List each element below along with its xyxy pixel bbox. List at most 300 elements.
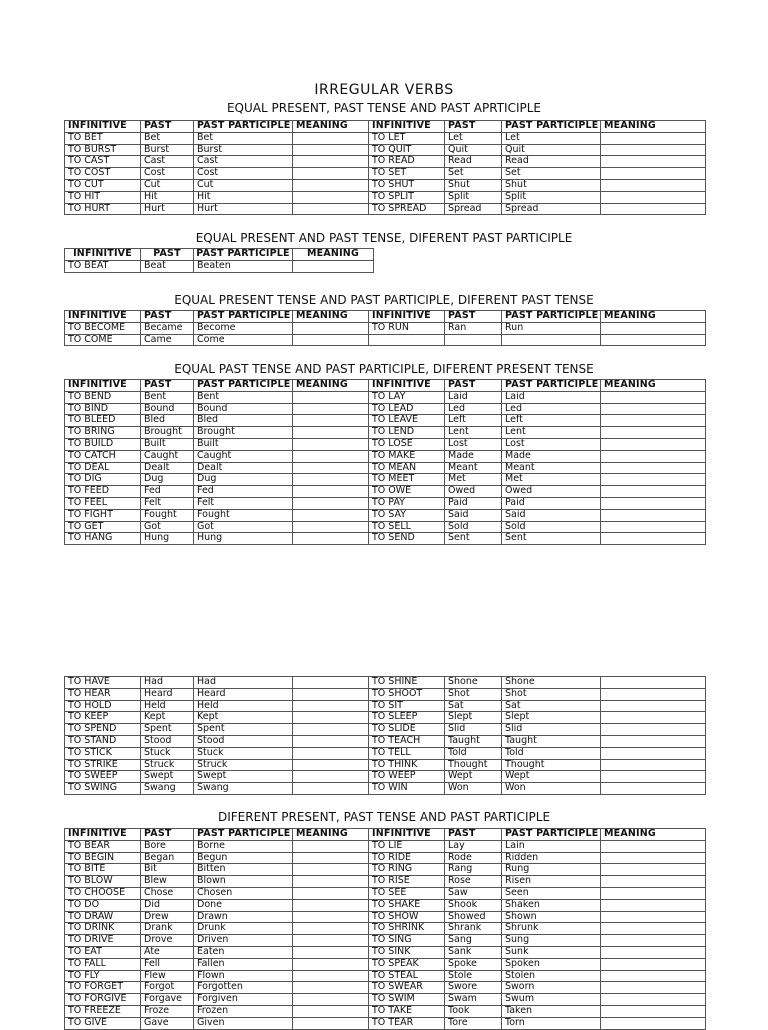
table-cell: Burst	[194, 144, 293, 156]
verb-table	[64, 120, 706, 215]
table-cell	[601, 191, 706, 203]
table-cell	[293, 403, 369, 415]
table-cell	[601, 474, 706, 486]
table-cell: Shrank	[445, 923, 502, 935]
table-cell: Caught	[194, 450, 293, 462]
table-cell	[601, 1005, 706, 1017]
table-cell: Sat	[502, 700, 601, 712]
table-cell: Bore	[141, 840, 194, 852]
table-cell: Wept	[502, 771, 601, 783]
table-cell	[293, 899, 369, 911]
table-cell: Saw	[445, 887, 502, 899]
table-cell: TO SHRINK	[369, 923, 445, 935]
table-cell: TO CUT	[65, 179, 141, 191]
column-header: MEANING	[293, 829, 369, 841]
table-cell: Bound	[141, 403, 194, 415]
table-cell	[293, 982, 369, 994]
table-cell: Rung	[502, 864, 601, 876]
table-cell	[293, 450, 369, 462]
table-cell: Swum	[502, 994, 601, 1006]
table-row	[65, 935, 706, 947]
table-cell: Bled	[194, 415, 293, 427]
table-row	[65, 438, 706, 450]
table-cell: Built	[194, 438, 293, 450]
table-cell: Spoke	[445, 958, 502, 970]
table-cell: Got	[141, 521, 194, 533]
column-header: INFINITIVE	[65, 380, 141, 392]
table-cell: Slept	[445, 712, 502, 724]
table-cell: TO SWEEP	[65, 771, 141, 783]
table-cell: TO HOLD	[65, 700, 141, 712]
table-cell	[293, 840, 369, 852]
table-cell: TO STAND	[65, 735, 141, 747]
table-cell	[601, 783, 706, 795]
table-cell	[369, 334, 445, 346]
table-cell: Meant	[445, 462, 502, 474]
table-cell	[601, 203, 706, 215]
table-cell: Burst	[141, 144, 194, 156]
table-cell: Come	[194, 334, 293, 346]
table-cell: TO DRINK	[65, 923, 141, 935]
table-cell: Bent	[141, 391, 194, 403]
table-cell: Met	[445, 474, 502, 486]
table-row	[65, 887, 706, 899]
table-cell: Met	[502, 474, 601, 486]
table-cell: Forgotten	[194, 982, 293, 994]
table-cell: Read	[502, 156, 601, 168]
table-row	[65, 994, 706, 1006]
table-cell: Bound	[194, 403, 293, 415]
table-cell	[293, 474, 369, 486]
table-cell: TO SEND	[369, 533, 445, 545]
table-cell: Let	[502, 132, 601, 144]
table-cell: Kept	[194, 712, 293, 724]
column-header: PAST PARTICIPLE	[502, 829, 601, 841]
table-cell: Sat	[445, 700, 502, 712]
table-cell	[293, 1017, 369, 1029]
table-cell: TO SING	[369, 935, 445, 947]
table-cell: Fed	[141, 486, 194, 498]
table-header-row	[65, 829, 706, 841]
column-header: PAST	[445, 380, 502, 392]
table-cell	[601, 982, 706, 994]
table-cell: Hit	[141, 191, 194, 203]
table-cell: Held	[141, 700, 194, 712]
table-cell: Lain	[502, 840, 601, 852]
table-cell: Taken	[502, 1005, 601, 1017]
table-cell: TO CATCH	[65, 450, 141, 462]
column-header: MEANING	[601, 380, 706, 392]
table-cell: Bit	[141, 864, 194, 876]
table-cell: Run	[502, 322, 601, 334]
table-row	[65, 747, 706, 759]
table-cell: TO BEGIN	[65, 852, 141, 864]
table-cell: Taught	[445, 735, 502, 747]
table-cell: Drew	[141, 911, 194, 923]
table-cell: TO RUN	[369, 322, 445, 334]
table-cell: Chose	[141, 887, 194, 899]
table-cell: Split	[502, 191, 601, 203]
table-cell: Hung	[141, 533, 194, 545]
table-cell: Thought	[502, 759, 601, 771]
table-cell	[601, 391, 706, 403]
table-cell	[601, 712, 706, 724]
table-cell: Fallen	[194, 958, 293, 970]
table-cell: TO BECOME	[65, 322, 141, 334]
table-cell: Slid	[445, 724, 502, 736]
table-cell	[601, 946, 706, 958]
table-cell	[502, 334, 601, 346]
table-cell: Become	[194, 322, 293, 334]
table-cell	[293, 486, 369, 498]
table-row	[65, 864, 706, 876]
table-cell: Swore	[445, 982, 502, 994]
table-cell: Bet	[141, 132, 194, 144]
table-cell	[293, 677, 369, 689]
column-header: PAST PARTICIPLE	[194, 380, 293, 392]
section-heading: EQUAL PRESENT AND PAST TENSE, DIFERENT PAST PARTICIPLE	[195, 231, 573, 245]
table-header-row	[65, 380, 706, 392]
table-cell: Struck	[194, 759, 293, 771]
table-cell: TO WEEP	[369, 771, 445, 783]
table-cell: TO SINK	[369, 946, 445, 958]
table-cell: TO PAY	[369, 497, 445, 509]
table-cell: TO FLY	[65, 970, 141, 982]
table-cell: Meant	[502, 462, 601, 474]
table-cell: Spread	[502, 203, 601, 215]
table-row	[65, 1017, 706, 1029]
table-cell: TO BET	[65, 132, 141, 144]
table-cell: Paid	[445, 497, 502, 509]
table-cell	[293, 747, 369, 759]
column-header: INFINITIVE	[65, 121, 141, 133]
table-cell: TO MEET	[369, 474, 445, 486]
table-cell: TO TAKE	[369, 1005, 445, 1017]
table-cell	[601, 132, 706, 144]
table-cell: Borne	[194, 840, 293, 852]
table-cell	[601, 899, 706, 911]
table-cell	[293, 688, 369, 700]
table-cell	[601, 533, 706, 545]
table-cell: Built	[141, 438, 194, 450]
table-cell	[601, 509, 706, 521]
table-cell: TO BEND	[65, 391, 141, 403]
table-cell: Lent	[445, 427, 502, 439]
table-row	[65, 486, 706, 498]
table-cell: TO SPLIT	[369, 191, 445, 203]
table-cell: TO SLIDE	[369, 724, 445, 736]
table-cell: TO KEEP	[65, 712, 141, 724]
table-row	[65, 415, 706, 427]
table-row	[65, 521, 706, 533]
table-cell: Tore	[445, 1017, 502, 1029]
table-cell: Set	[502, 168, 601, 180]
table-cell: Sold	[445, 521, 502, 533]
table-cell: Blown	[194, 876, 293, 888]
section-heading: DIFERENT PRESENT, PAST TENSE AND PAST PARTICIPLE	[217, 810, 551, 824]
table-cell	[601, 771, 706, 783]
table-cell: Flew	[141, 970, 194, 982]
table-cell: Shook	[445, 899, 502, 911]
table-cell	[293, 935, 369, 947]
table-row	[65, 132, 706, 144]
table-cell: TO SWIM	[369, 994, 445, 1006]
table-cell: Driven	[194, 935, 293, 947]
table-cell: Fought	[141, 509, 194, 521]
table-cell: TO BEAR	[65, 840, 141, 852]
table-cell: TO SELL	[369, 521, 445, 533]
table-cell: Fed	[194, 486, 293, 498]
table-header-row	[65, 249, 374, 261]
table-cell: Ate	[141, 946, 194, 958]
table-cell: Laid	[502, 391, 601, 403]
table-cell	[601, 403, 706, 415]
table-cell: TO OWE	[369, 486, 445, 498]
table-cell: Made	[502, 450, 601, 462]
table-cell: Left	[502, 415, 601, 427]
table-cell: TO SLEEP	[369, 712, 445, 724]
table-cell: Kept	[141, 712, 194, 724]
column-header: INFINITIVE	[65, 311, 141, 323]
table-cell: TO THINK	[369, 759, 445, 771]
table-row	[65, 771, 706, 783]
column-header: PAST	[445, 121, 502, 133]
table-cell	[601, 322, 706, 334]
table-cell: TO CAST	[65, 156, 141, 168]
table-header-row	[65, 311, 706, 323]
table-cell: Felt	[141, 497, 194, 509]
table-cell: Shone	[445, 677, 502, 689]
table-cell: Hurt	[194, 203, 293, 215]
table-cell: Swang	[141, 783, 194, 795]
table-cell: Spent	[194, 724, 293, 736]
table-cell: Bent	[194, 391, 293, 403]
table-row	[65, 450, 706, 462]
table-cell: TO COST	[65, 168, 141, 180]
table-cell: Chosen	[194, 887, 293, 899]
table-cell: TO RISE	[369, 876, 445, 888]
table-cell: TO SIT	[369, 700, 445, 712]
column-header: PAST PARTICIPLE	[502, 121, 601, 133]
table-cell: Sworn	[502, 982, 601, 994]
table-cell: TO MAKE	[369, 450, 445, 462]
table-cell: Let	[445, 132, 502, 144]
table-cell	[601, 179, 706, 191]
table-row	[65, 759, 706, 771]
column-header: MEANING	[601, 121, 706, 133]
table-cell: Owed	[445, 486, 502, 498]
table-cell	[601, 497, 706, 509]
table-cell: Wept	[445, 771, 502, 783]
table-cell	[601, 415, 706, 427]
table-cell	[293, 783, 369, 795]
table-cell: Slept	[502, 712, 601, 724]
table-cell	[601, 735, 706, 747]
table-cell: Cut	[194, 179, 293, 191]
table-cell: TO TELL	[369, 747, 445, 759]
table-cell: Swam	[445, 994, 502, 1006]
table-cell: Given	[194, 1017, 293, 1029]
table-cell: Forgot	[141, 982, 194, 994]
table-cell: Heard	[141, 688, 194, 700]
table-cell: TO LEND	[369, 427, 445, 439]
table-cell	[601, 747, 706, 759]
column-header: PAST	[141, 121, 194, 133]
table-cell: Caught	[141, 450, 194, 462]
table-cell: Paid	[502, 497, 601, 509]
table-cell	[601, 144, 706, 156]
table-cell: TO DIG	[65, 474, 141, 486]
table-cell: TO QUIT	[369, 144, 445, 156]
table-row	[65, 179, 706, 191]
column-header: MEANING	[293, 380, 369, 392]
table-row	[65, 735, 706, 747]
table-cell	[601, 156, 706, 168]
table-row	[65, 156, 706, 168]
table-cell: TO LOSE	[369, 438, 445, 450]
table-cell: Rode	[445, 852, 502, 864]
table-cell: Froze	[141, 1005, 194, 1017]
table-row	[65, 840, 706, 852]
table-cell	[293, 852, 369, 864]
table-cell: TO SHAKE	[369, 899, 445, 911]
table-cell: TO SEE	[369, 887, 445, 899]
table-cell: Forgiven	[194, 994, 293, 1006]
table-row	[65, 509, 706, 521]
table-cell: Came	[141, 334, 194, 346]
table-cell: Drove	[141, 935, 194, 947]
column-header: INFINITIVE	[65, 829, 141, 841]
table-cell: Rang	[445, 864, 502, 876]
table-cell: TO SET	[369, 168, 445, 180]
table-cell: TO STEAL	[369, 970, 445, 982]
table-row	[65, 958, 706, 970]
table-row	[65, 391, 706, 403]
table-cell: Said	[445, 509, 502, 521]
table-cell: TO DRAW	[65, 911, 141, 923]
table-cell: TO LEAVE	[369, 415, 445, 427]
table-cell: Stolen	[502, 970, 601, 982]
table-cell: Dug	[194, 474, 293, 486]
verb-table	[64, 248, 374, 273]
table-cell: Shut	[502, 179, 601, 191]
table-cell	[293, 322, 369, 334]
column-header: INFINITIVE	[369, 380, 445, 392]
table-cell: Became	[141, 322, 194, 334]
table-cell: Beat	[141, 260, 194, 272]
table-cell: Lent	[502, 427, 601, 439]
table-cell: Thought	[445, 759, 502, 771]
table-cell	[601, 759, 706, 771]
table-cell: Stole	[445, 970, 502, 982]
table-cell: Stuck	[194, 747, 293, 759]
table-cell: TO FORGET	[65, 982, 141, 994]
table-cell	[293, 144, 369, 156]
table-cell: TO SHINE	[369, 677, 445, 689]
table-cell: Seen	[502, 887, 601, 899]
table-cell: Brought	[194, 427, 293, 439]
table-cell: Hung	[194, 533, 293, 545]
page-title: IRREGULAR VERBS	[314, 82, 454, 98]
table-cell: Shaken	[502, 899, 601, 911]
table-cell: TO COME	[65, 334, 141, 346]
table-cell	[293, 462, 369, 474]
table-cell: Stood	[141, 735, 194, 747]
table-cell: Ran	[445, 322, 502, 334]
table-cell: Sent	[445, 533, 502, 545]
table-cell: TO SHOW	[369, 911, 445, 923]
table-cell: Got	[194, 521, 293, 533]
table-cell: TO BIND	[65, 403, 141, 415]
table-cell: Split	[445, 191, 502, 203]
table-row	[65, 403, 706, 415]
table-cell: TO LEAD	[369, 403, 445, 415]
table-row	[65, 497, 706, 509]
table-cell: Bitten	[194, 864, 293, 876]
table-row	[65, 876, 706, 888]
verb-table	[64, 310, 706, 346]
table-cell: Bled	[141, 415, 194, 427]
table-cell: Said	[502, 509, 601, 521]
table-cell: TO SWING	[65, 783, 141, 795]
table-cell	[601, 700, 706, 712]
table-cell: TO BURST	[65, 144, 141, 156]
table-cell: Shot	[502, 688, 601, 700]
table-cell: TO STRIKE	[65, 759, 141, 771]
column-header: PAST PARTICIPLE	[502, 311, 601, 323]
table-row	[65, 427, 706, 439]
table-cell	[601, 911, 706, 923]
table-cell: Left	[445, 415, 502, 427]
column-header: PAST	[141, 311, 194, 323]
table-cell: TO SAY	[369, 509, 445, 521]
table-cell: Sank	[445, 946, 502, 958]
column-header: PAST	[445, 829, 502, 841]
table-cell	[293, 911, 369, 923]
table-row	[65, 144, 706, 156]
table-cell	[601, 864, 706, 876]
table-cell	[293, 1005, 369, 1017]
table-row	[65, 322, 706, 334]
table-cell: Heard	[194, 688, 293, 700]
table-cell: Shrunk	[502, 923, 601, 935]
table-cell	[601, 688, 706, 700]
table-cell: Made	[445, 450, 502, 462]
table-cell	[601, 450, 706, 462]
table-cell	[293, 923, 369, 935]
table-row	[65, 533, 706, 545]
table-cell	[293, 533, 369, 545]
table-cell: Fell	[141, 958, 194, 970]
table-cell: Cast	[194, 156, 293, 168]
table-cell	[293, 970, 369, 982]
table-row	[65, 852, 706, 864]
table-cell	[601, 876, 706, 888]
table-cell: Dug	[141, 474, 194, 486]
table-cell: Lay	[445, 840, 502, 852]
table-row	[65, 168, 706, 180]
table-cell: TO TEAR	[369, 1017, 445, 1029]
table-cell: Swept	[194, 771, 293, 783]
table-cell: TO HANG	[65, 533, 141, 545]
table-cell: TO BLOW	[65, 876, 141, 888]
table-cell: Dealt	[194, 462, 293, 474]
column-header: PAST	[141, 380, 194, 392]
table-cell: Struck	[141, 759, 194, 771]
column-header: INFINITIVE	[369, 121, 445, 133]
table-cell: Spoken	[502, 958, 601, 970]
table-cell: Lost	[502, 438, 601, 450]
